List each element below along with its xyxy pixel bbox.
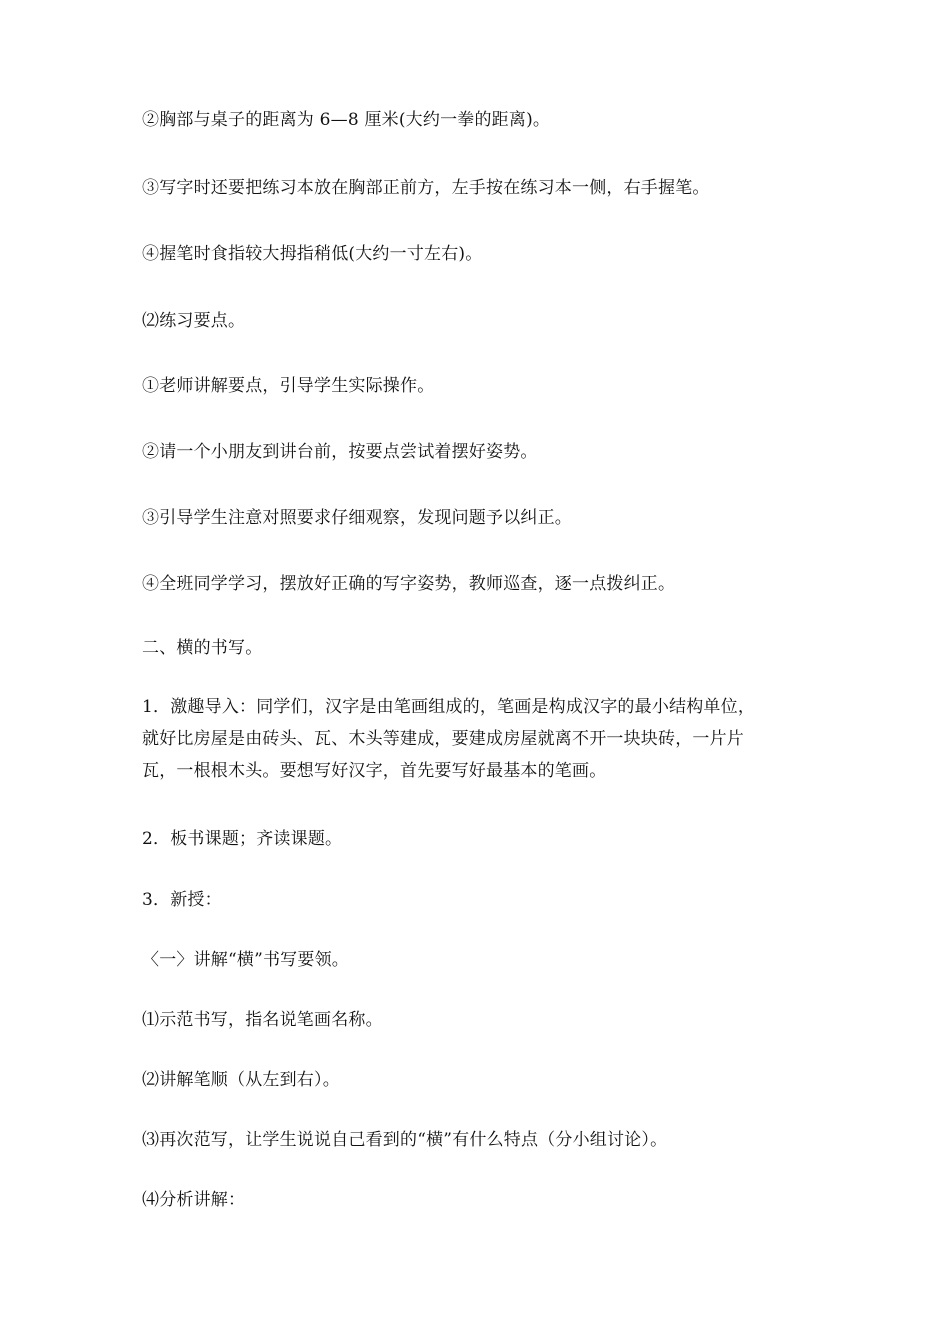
text-line-class-practice: ④全班同学学习，摆放好正确的写字姿势，教师巡查，逐一点拨纠正。 bbox=[142, 574, 676, 594]
text-line-teacher-explains: ①老师讲解要点，引导学生实际操作。 bbox=[142, 376, 435, 396]
intro-paragraph-line: 1．激趣导入：同学们，汉字是由笔画组成的，笔画是构成汉字的最小结构单位， bbox=[142, 697, 756, 717]
text-line-chest-distance: ②胸部与桌子的距离为 6—8 厘米(大约一拳的距离)。 bbox=[142, 110, 551, 130]
text-line-demo-writing: ⑴示范书写，指名说笔画名称。 bbox=[142, 1010, 383, 1030]
text-line-stroke-order: ⑵讲解笔顺（从左到右）。 bbox=[142, 1070, 340, 1090]
text-line-student-demo: ②请一个小朋友到讲台前，按要点尝试着摆好姿势。 bbox=[142, 442, 538, 462]
text-line-board-title: 2．板书课题；齐读课题。 bbox=[142, 829, 343, 849]
section-heading-horizontal-stroke: 二、横的书写。 bbox=[142, 638, 263, 658]
text-line-rewrite-discuss: ⑶再次范写，让学生说说自己看到的“横”有什么特点（分小组讨论）。 bbox=[142, 1130, 668, 1150]
text-line-explain-heng: 〈一〉讲解“横”书写要领。 bbox=[142, 950, 349, 970]
text-line-analysis: ⑷分析讲解： bbox=[142, 1190, 246, 1210]
text-line-grip-finger: ④握笔时食指较大拇指稍低(大约一寸左右)。 bbox=[142, 244, 483, 264]
intro-paragraph bbox=[142, 691, 832, 787]
text-line-observe-correct: ③引导学生注意对照要求仔细观察，发现问题予以纠正。 bbox=[142, 508, 572, 528]
intro-paragraph-line: 瓦，一根根木头。要想写好汉字，首先要写好最基本的笔画。 bbox=[142, 761, 607, 781]
text-line-notebook-position: ③写字时还要把练习本放在胸部正前方，左手按在练习本一侧，右手握笔。 bbox=[142, 178, 710, 198]
text-line-practice-points: ⑵练习要点。 bbox=[142, 311, 246, 331]
text-line-new-lesson: 3．新授： bbox=[142, 890, 222, 910]
intro-paragraph-line: 就好比房屋是由砖头、瓦、木头等建成，要建成房屋就离不开一块块砖，一片片 bbox=[142, 729, 744, 749]
